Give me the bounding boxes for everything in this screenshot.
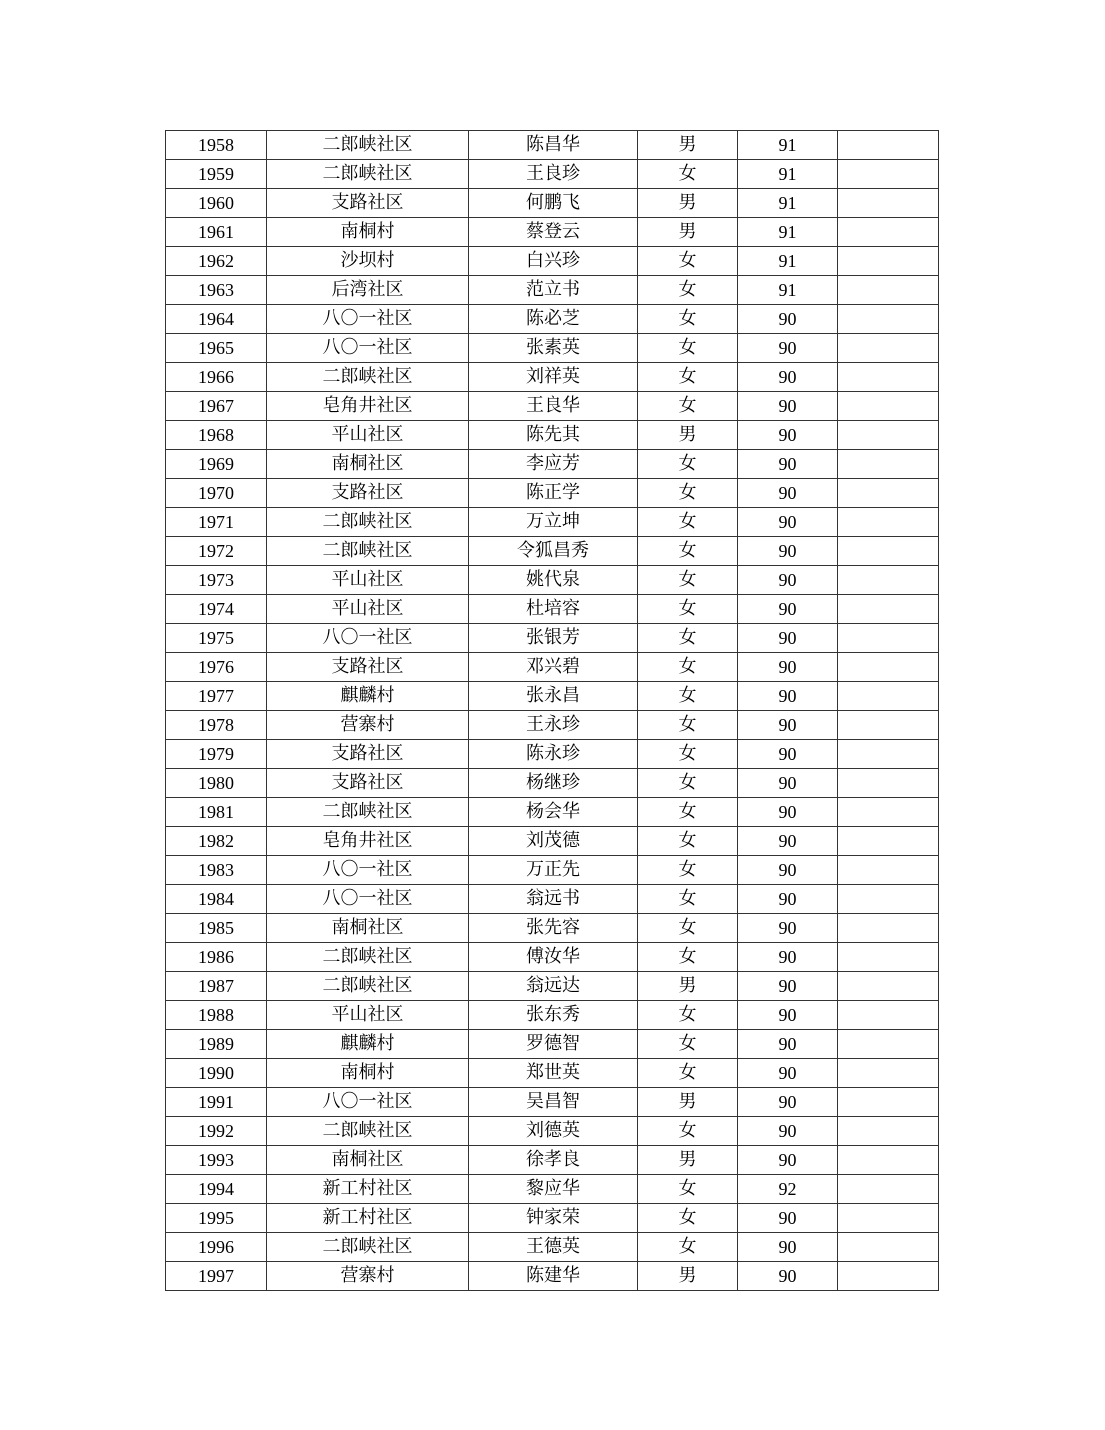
person-name-cell: 杨继珍 (469, 769, 638, 798)
age-cell: 90 (738, 653, 838, 682)
community-cell: 南桐村 (267, 1059, 469, 1088)
age-cell: 90 (738, 1262, 838, 1291)
sex-cell: 女 (638, 624, 738, 653)
person-name-cell: 刘茂德 (469, 827, 638, 856)
note-cell (838, 566, 939, 595)
note-cell (838, 189, 939, 218)
note-cell (838, 624, 939, 653)
note-cell (838, 392, 939, 421)
age-cell: 90 (738, 1059, 838, 1088)
sex-cell: 女 (638, 914, 738, 943)
table-row (166, 972, 939, 1001)
age-cell: 90 (738, 1030, 838, 1059)
row-number-cell: 1980 (166, 769, 267, 798)
age-cell: 90 (738, 827, 838, 856)
community-cell: 沙坝村 (267, 247, 469, 276)
age-cell: 90 (738, 392, 838, 421)
age-cell: 90 (738, 972, 838, 1001)
roster-table-body (166, 131, 939, 1291)
community-cell: 南桐社区 (267, 914, 469, 943)
sex-cell: 女 (638, 769, 738, 798)
sex-cell: 女 (638, 943, 738, 972)
row-number-cell: 1963 (166, 276, 267, 305)
age-cell: 92 (738, 1175, 838, 1204)
row-number-cell: 1960 (166, 189, 267, 218)
community-cell: 平山社区 (267, 595, 469, 624)
table-row (166, 769, 939, 798)
note-cell (838, 1030, 939, 1059)
note-cell (838, 131, 939, 160)
person-name-cell: 傅汝华 (469, 943, 638, 972)
community-cell: 麒麟村 (267, 682, 469, 711)
table-row (166, 334, 939, 363)
note-cell (838, 885, 939, 914)
table-row (166, 1030, 939, 1059)
table-row (166, 305, 939, 334)
table-row (166, 131, 939, 160)
community-cell: 支路社区 (267, 769, 469, 798)
age-cell: 90 (738, 508, 838, 537)
row-number-cell: 1970 (166, 479, 267, 508)
row-number-cell: 1991 (166, 1088, 267, 1117)
table-row (166, 160, 939, 189)
row-number-cell: 1979 (166, 740, 267, 769)
note-cell (838, 798, 939, 827)
person-name-cell: 罗德智 (469, 1030, 638, 1059)
row-number-cell: 1984 (166, 885, 267, 914)
row-number-cell: 1965 (166, 334, 267, 363)
age-cell: 90 (738, 566, 838, 595)
person-name-cell: 万正先 (469, 856, 638, 885)
sex-cell: 女 (638, 276, 738, 305)
person-name-cell: 杨会华 (469, 798, 638, 827)
age-cell: 90 (738, 798, 838, 827)
age-cell: 90 (738, 1233, 838, 1262)
row-number-cell: 1968 (166, 421, 267, 450)
note-cell (838, 943, 939, 972)
note-cell (838, 1146, 939, 1175)
person-name-cell: 陈必芝 (469, 305, 638, 334)
age-cell: 90 (738, 595, 838, 624)
row-number-cell: 1996 (166, 1233, 267, 1262)
community-cell: 支路社区 (267, 479, 469, 508)
sex-cell: 女 (638, 1059, 738, 1088)
community-cell: 八〇一社区 (267, 305, 469, 334)
age-cell: 90 (738, 363, 838, 392)
note-cell (838, 682, 939, 711)
community-cell: 平山社区 (267, 566, 469, 595)
row-number-cell: 1969 (166, 450, 267, 479)
age-cell: 90 (738, 914, 838, 943)
person-name-cell: 令狐昌秀 (469, 537, 638, 566)
person-name-cell: 李应芳 (469, 450, 638, 479)
row-number-cell: 1959 (166, 160, 267, 189)
row-number-cell: 1971 (166, 508, 267, 537)
table-row (166, 450, 939, 479)
person-name-cell: 陈永珍 (469, 740, 638, 769)
person-name-cell: 陈正学 (469, 479, 638, 508)
person-name-cell: 何鹏飞 (469, 189, 638, 218)
community-cell: 支路社区 (267, 740, 469, 769)
person-name-cell: 翁远达 (469, 972, 638, 1001)
table-row (166, 566, 939, 595)
age-cell: 90 (738, 1001, 838, 1030)
row-number-cell: 1988 (166, 1001, 267, 1030)
age-cell: 90 (738, 624, 838, 653)
note-cell (838, 421, 939, 450)
person-name-cell: 张银芳 (469, 624, 638, 653)
row-number-cell: 1990 (166, 1059, 267, 1088)
row-number-cell: 1995 (166, 1204, 267, 1233)
row-number-cell: 1985 (166, 914, 267, 943)
age-cell: 90 (738, 856, 838, 885)
table-row (166, 885, 939, 914)
note-cell (838, 711, 939, 740)
note-cell (838, 595, 939, 624)
table-row (166, 537, 939, 566)
note-cell (838, 653, 939, 682)
sex-cell: 男 (638, 1262, 738, 1291)
person-name-cell: 杜培容 (469, 595, 638, 624)
row-number-cell: 1966 (166, 363, 267, 392)
note-cell (838, 1262, 939, 1291)
community-cell: 后湾社区 (267, 276, 469, 305)
person-name-cell: 钟家荣 (469, 1204, 638, 1233)
note-cell (838, 450, 939, 479)
table-row (166, 740, 939, 769)
table-row (166, 1175, 939, 1204)
community-cell: 支路社区 (267, 189, 469, 218)
table-row (166, 218, 939, 247)
row-number-cell: 1977 (166, 682, 267, 711)
person-name-cell: 刘祥英 (469, 363, 638, 392)
row-number-cell: 1958 (166, 131, 267, 160)
community-cell: 营寨村 (267, 1262, 469, 1291)
note-cell (838, 363, 939, 392)
sex-cell: 女 (638, 334, 738, 363)
table-row (166, 479, 939, 508)
age-cell: 90 (738, 1088, 838, 1117)
community-cell: 皂角井社区 (267, 392, 469, 421)
row-number-cell: 1976 (166, 653, 267, 682)
table-row (166, 943, 939, 972)
table-row (166, 189, 939, 218)
row-number-cell: 1981 (166, 798, 267, 827)
row-number-cell: 1974 (166, 595, 267, 624)
person-name-cell: 王永珍 (469, 711, 638, 740)
row-number-cell: 1962 (166, 247, 267, 276)
table-row (166, 1204, 939, 1233)
community-cell: 二郎峡社区 (267, 508, 469, 537)
note-cell (838, 827, 939, 856)
age-cell: 90 (738, 1204, 838, 1233)
table-row (166, 1233, 939, 1262)
sex-cell: 女 (638, 1175, 738, 1204)
person-name-cell: 刘德英 (469, 1117, 638, 1146)
row-number-cell: 1992 (166, 1117, 267, 1146)
row-number-cell: 1982 (166, 827, 267, 856)
person-name-cell: 张先容 (469, 914, 638, 943)
community-cell: 八〇一社区 (267, 334, 469, 363)
note-cell (838, 1117, 939, 1146)
sex-cell: 女 (638, 856, 738, 885)
sex-cell: 女 (638, 740, 738, 769)
community-cell: 八〇一社区 (267, 885, 469, 914)
table-row (166, 1088, 939, 1117)
table-row (166, 1262, 939, 1291)
person-name-cell: 徐孝良 (469, 1146, 638, 1175)
person-name-cell: 王德英 (469, 1233, 638, 1262)
age-cell: 91 (738, 160, 838, 189)
row-number-cell: 1993 (166, 1146, 267, 1175)
table-row (166, 914, 939, 943)
note-cell (838, 1204, 939, 1233)
row-number-cell: 1967 (166, 392, 267, 421)
age-cell: 91 (738, 218, 838, 247)
row-number-cell: 1973 (166, 566, 267, 595)
note-cell (838, 1059, 939, 1088)
person-name-cell: 万立坤 (469, 508, 638, 537)
age-cell: 90 (738, 305, 838, 334)
table-row (166, 508, 939, 537)
sex-cell: 女 (638, 682, 738, 711)
sex-cell: 女 (638, 363, 738, 392)
community-cell: 二郎峡社区 (267, 1117, 469, 1146)
person-name-cell: 姚代泉 (469, 566, 638, 595)
community-cell: 皂角井社区 (267, 827, 469, 856)
sex-cell: 女 (638, 1030, 738, 1059)
roster-table (165, 130, 939, 1291)
age-cell: 91 (738, 276, 838, 305)
row-number-cell: 1997 (166, 1262, 267, 1291)
person-name-cell: 陈建华 (469, 1262, 638, 1291)
sex-cell: 女 (638, 566, 738, 595)
table-row (166, 247, 939, 276)
person-name-cell: 陈先其 (469, 421, 638, 450)
person-name-cell: 吴昌智 (469, 1088, 638, 1117)
table-row (166, 827, 939, 856)
community-cell: 二郎峡社区 (267, 131, 469, 160)
age-cell: 90 (738, 1146, 838, 1175)
sex-cell: 男 (638, 189, 738, 218)
age-cell: 90 (738, 769, 838, 798)
person-name-cell: 蔡登云 (469, 218, 638, 247)
sex-cell: 男 (638, 1088, 738, 1117)
community-cell: 二郎峡社区 (267, 1233, 469, 1262)
age-cell: 90 (738, 537, 838, 566)
sex-cell: 女 (638, 1001, 738, 1030)
table-row (166, 711, 939, 740)
note-cell (838, 769, 939, 798)
age-cell: 90 (738, 885, 838, 914)
sex-cell: 女 (638, 537, 738, 566)
sex-cell: 男 (638, 218, 738, 247)
sex-cell: 女 (638, 479, 738, 508)
sex-cell: 女 (638, 392, 738, 421)
sex-cell: 女 (638, 827, 738, 856)
sex-cell: 女 (638, 305, 738, 334)
community-cell: 八〇一社区 (267, 1088, 469, 1117)
row-number-cell: 1975 (166, 624, 267, 653)
sex-cell: 女 (638, 1204, 738, 1233)
age-cell: 90 (738, 711, 838, 740)
table-row (166, 624, 939, 653)
note-cell (838, 1001, 939, 1030)
sex-cell: 女 (638, 711, 738, 740)
person-name-cell: 白兴珍 (469, 247, 638, 276)
row-number-cell: 1987 (166, 972, 267, 1001)
age-cell: 91 (738, 189, 838, 218)
person-name-cell: 张素英 (469, 334, 638, 363)
community-cell: 八〇一社区 (267, 856, 469, 885)
note-cell (838, 334, 939, 363)
sex-cell: 男 (638, 972, 738, 1001)
note-cell (838, 1088, 939, 1117)
sex-cell: 女 (638, 885, 738, 914)
person-name-cell: 翁远书 (469, 885, 638, 914)
person-name-cell: 范立书 (469, 276, 638, 305)
community-cell: 平山社区 (267, 1001, 469, 1030)
community-cell: 南桐社区 (267, 450, 469, 479)
age-cell: 90 (738, 334, 838, 363)
community-cell: 新工村社区 (267, 1204, 469, 1233)
note-cell (838, 305, 939, 334)
sex-cell: 女 (638, 1233, 738, 1262)
note-cell (838, 914, 939, 943)
table-row (166, 1146, 939, 1175)
age-cell: 90 (738, 421, 838, 450)
sex-cell: 女 (638, 450, 738, 479)
note-cell (838, 740, 939, 769)
community-cell: 营寨村 (267, 711, 469, 740)
person-name-cell: 黎应华 (469, 1175, 638, 1204)
note-cell (838, 1175, 939, 1204)
table-row (166, 798, 939, 827)
table-row (166, 856, 939, 885)
table-row (166, 363, 939, 392)
note-cell (838, 972, 939, 1001)
community-cell: 南桐社区 (267, 1146, 469, 1175)
community-cell: 二郎峡社区 (267, 798, 469, 827)
note-cell (838, 218, 939, 247)
age-cell: 90 (738, 450, 838, 479)
community-cell: 平山社区 (267, 421, 469, 450)
note-cell (838, 479, 939, 508)
row-number-cell: 1986 (166, 943, 267, 972)
person-name-cell: 张永昌 (469, 682, 638, 711)
row-number-cell: 1994 (166, 1175, 267, 1204)
note-cell (838, 1233, 939, 1262)
sex-cell: 男 (638, 1146, 738, 1175)
community-cell: 二郎峡社区 (267, 160, 469, 189)
age-cell: 90 (738, 1117, 838, 1146)
person-name-cell: 王良珍 (469, 160, 638, 189)
note-cell (838, 247, 939, 276)
person-name-cell: 邓兴碧 (469, 653, 638, 682)
community-cell: 二郎峡社区 (267, 943, 469, 972)
table-row (166, 392, 939, 421)
row-number-cell: 1983 (166, 856, 267, 885)
sex-cell: 女 (638, 508, 738, 537)
community-cell: 支路社区 (267, 653, 469, 682)
table-row (166, 653, 939, 682)
table-row (166, 1001, 939, 1030)
table-row (166, 595, 939, 624)
table-row (166, 276, 939, 305)
note-cell (838, 160, 939, 189)
sex-cell: 女 (638, 160, 738, 189)
person-name-cell: 陈昌华 (469, 131, 638, 160)
row-number-cell: 1989 (166, 1030, 267, 1059)
sex-cell: 女 (638, 798, 738, 827)
community-cell: 八〇一社区 (267, 624, 469, 653)
age-cell: 90 (738, 682, 838, 711)
community-cell: 二郎峡社区 (267, 363, 469, 392)
row-number-cell: 1961 (166, 218, 267, 247)
table-row (166, 1117, 939, 1146)
note-cell (838, 276, 939, 305)
table-row (166, 1059, 939, 1088)
sex-cell: 女 (638, 1117, 738, 1146)
community-cell: 二郎峡社区 (267, 537, 469, 566)
table-row (166, 421, 939, 450)
sex-cell: 女 (638, 595, 738, 624)
note-cell (838, 856, 939, 885)
sex-cell: 女 (638, 653, 738, 682)
age-cell: 91 (738, 247, 838, 276)
age-cell: 91 (738, 131, 838, 160)
sex-cell: 男 (638, 131, 738, 160)
note-cell (838, 537, 939, 566)
community-cell: 南桐村 (267, 218, 469, 247)
sex-cell: 女 (638, 247, 738, 276)
person-name-cell: 王良华 (469, 392, 638, 421)
community-cell: 新工村社区 (267, 1175, 469, 1204)
age-cell: 90 (738, 943, 838, 972)
person-name-cell: 张东秀 (469, 1001, 638, 1030)
note-cell (838, 508, 939, 537)
community-cell: 麒麟村 (267, 1030, 469, 1059)
row-number-cell: 1964 (166, 305, 267, 334)
row-number-cell: 1978 (166, 711, 267, 740)
community-cell: 二郎峡社区 (267, 972, 469, 1001)
table-row (166, 682, 939, 711)
age-cell: 90 (738, 740, 838, 769)
age-cell: 90 (738, 479, 838, 508)
sex-cell: 男 (638, 421, 738, 450)
person-name-cell: 郑世英 (469, 1059, 638, 1088)
row-number-cell: 1972 (166, 537, 267, 566)
